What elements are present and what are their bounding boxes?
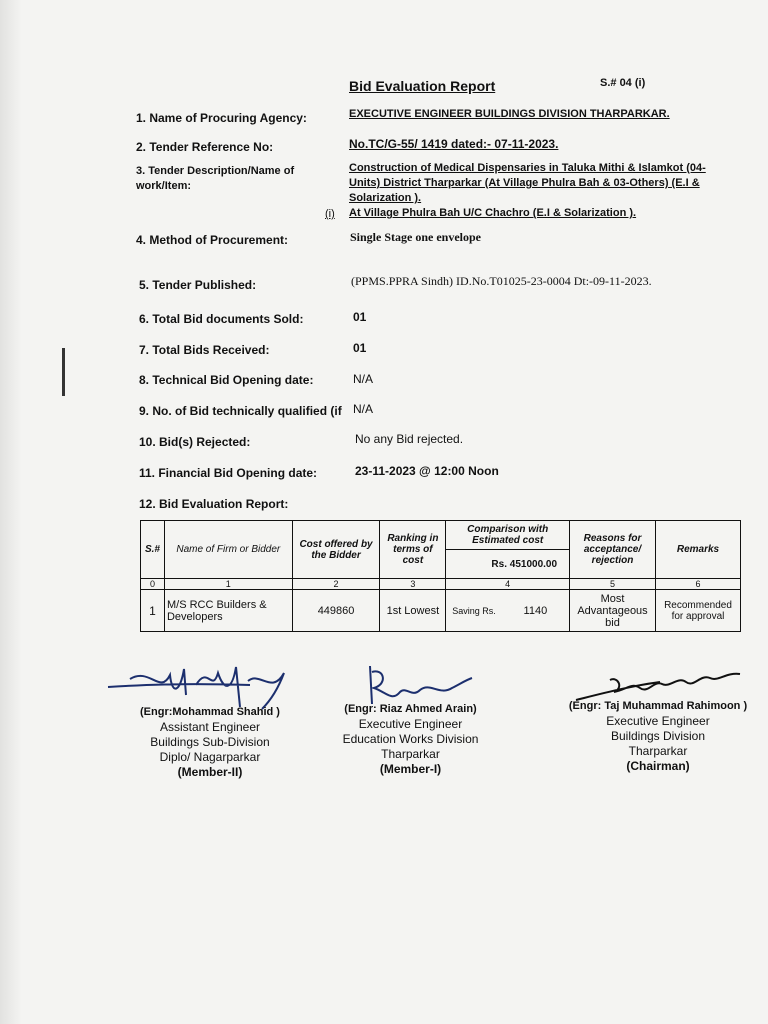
col-number-1: 1: [164, 579, 292, 590]
signatory-name: (Engr:Mohammad Shahid ): [140, 706, 280, 718]
field-label-tender-description-2: work/Item:: [136, 180, 192, 192]
field-label-bids-received: 7. Total Bids Received:: [139, 343, 270, 357]
header-firm: Name of Firm or Bidder: [164, 521, 292, 579]
header-cost: Cost offered by the Bidder: [292, 521, 380, 579]
field-value-bids-received: 01: [353, 341, 367, 355]
field-value-technically-qualified: N/A: [353, 402, 374, 416]
signatory-location: Diplo/ Nagarparkar: [159, 750, 261, 764]
field-label-docs-sold: 6. Total Bid documents Sold:: [139, 312, 304, 326]
signatory-name: (Engr: Taj Muhammad Rahimoon ): [568, 700, 748, 712]
signatory-role: (Chairman): [626, 759, 690, 773]
field-label-financial-opening: 11. Financial Bid Opening date:: [139, 466, 318, 480]
signatory-office: Buildings Division: [610, 729, 706, 743]
table-row: [141, 590, 741, 632]
signatory-role: (Member-I): [379, 762, 442, 776]
field-value-sub-item: At Village Phulra Bah U/C Chachro (E.I & Solarization ).: [349, 207, 637, 219]
cell-cost: 449860: [292, 590, 380, 632]
signatory-name: (Engr: Riaz Ahmed Arain): [344, 703, 477, 715]
field-value-docs-sold: 01: [353, 310, 367, 324]
header-sno: S.#: [141, 521, 165, 579]
scan-edge-shadow: [0, 0, 22, 1024]
col-number-2: 2: [292, 579, 380, 590]
signatory-role: (Member-II): [177, 765, 243, 779]
signatory-location: Tharparkar: [381, 747, 440, 761]
col-number-0: 0: [141, 579, 165, 590]
col-number-3: 3: [380, 579, 446, 590]
signatory-member-ii: [105, 705, 315, 780]
field-value-tender-description-3: Solarization ).: [349, 192, 422, 204]
header-reasons: Reasons for acceptance/ rejection: [570, 521, 656, 579]
field-label-bids-rejected: 10. Bid(s) Rejected:: [139, 435, 251, 449]
field-value-tender-reference: No.TC/G-55/ 1419 dated:- 07-11-2023.: [349, 137, 559, 151]
col-number-4: 4: [446, 579, 570, 590]
col-number-5: 5: [570, 579, 656, 590]
field-value-method: Single Stage one envelope: [350, 230, 481, 244]
header-ranking: Ranking in terms of cost: [380, 521, 446, 579]
field-value-bids-rejected: No any Bid rejected.: [355, 432, 464, 446]
header-remarks: Remarks: [655, 521, 740, 579]
header-comparison: Comparison with Estimated cost: [446, 521, 570, 550]
field-label-tender-description-1: 3. Tender Description/Name of: [136, 165, 295, 177]
signatory-office: Buildings Sub-Division: [150, 735, 270, 749]
field-label-technically-qualified: 9. No. of Bid technically qualified (if: [139, 404, 342, 418]
field-label-technical-opening: 8. Technical Bid Opening date:: [139, 373, 314, 387]
field-label-procuring-agency: 1. Name of Procuring Agency:: [136, 111, 307, 125]
field-value-tender-description-2: Units) District Tharparkar (At Village Phulra Bah & 03-Others) (E.I &: [349, 177, 700, 189]
cell-remarks: Recommended for approval: [655, 590, 740, 632]
field-value-technical-opening: N/A: [353, 372, 374, 386]
field-label-tender-published: 5. Tender Published:: [139, 278, 257, 292]
signatory-designation: Executive Engineer: [358, 717, 463, 731]
signatory-designation: Assistant Engineer: [159, 720, 261, 734]
cell-firm: M/S RCC Builders & Developers: [164, 590, 292, 632]
sub-item-marker: (i): [325, 208, 335, 220]
field-label-tender-reference: 2. Tender Reference No:: [136, 140, 274, 154]
signatory-chairman: [548, 699, 768, 774]
signatory-designation: Executive Engineer: [606, 714, 710, 728]
scan-margin-mark: [62, 348, 65, 396]
header-estimated-cost: Rs. 451000.00: [446, 550, 570, 579]
field-label-bid-evaluation: 12. Bid Evaluation Report:: [139, 497, 289, 511]
cell-ranking: 1st Lowest: [380, 590, 446, 632]
report-title: Bid Evaluation Report: [349, 78, 496, 94]
field-value-procuring-agency: EXECUTIVE ENGINEER BUILDINGS DIVISION THARPARKAR.: [349, 108, 670, 120]
bid-evaluation-table: [140, 520, 741, 632]
signatory-office: Education Works Division: [342, 732, 479, 746]
field-value-tender-description-1: Construction of Medical Dispensaries in Taluka Mithi & Islamkot (04-: [349, 162, 706, 174]
signatory-member-i: [318, 702, 503, 777]
serial-number: S.# 04 (i): [600, 77, 646, 89]
cell-reason: Most Advantageous bid: [570, 590, 656, 632]
signatory-location: Tharparkar: [628, 744, 688, 758]
cell-saving-label: Saving Rs.: [446, 590, 502, 632]
field-value-tender-published: (PPMS.PPRA Sindh) ID.No.T01025-23-0004 Dt:-09-11-2023.: [351, 274, 652, 288]
cell-saving: 1140: [502, 590, 570, 632]
cell-sno: 1: [141, 590, 165, 632]
field-value-financial-opening: 23-11-2023 @ 12:00 Noon: [355, 464, 499, 478]
col-number-6: 6: [655, 579, 740, 590]
field-label-method: 4. Method of Procurement:: [136, 233, 289, 247]
